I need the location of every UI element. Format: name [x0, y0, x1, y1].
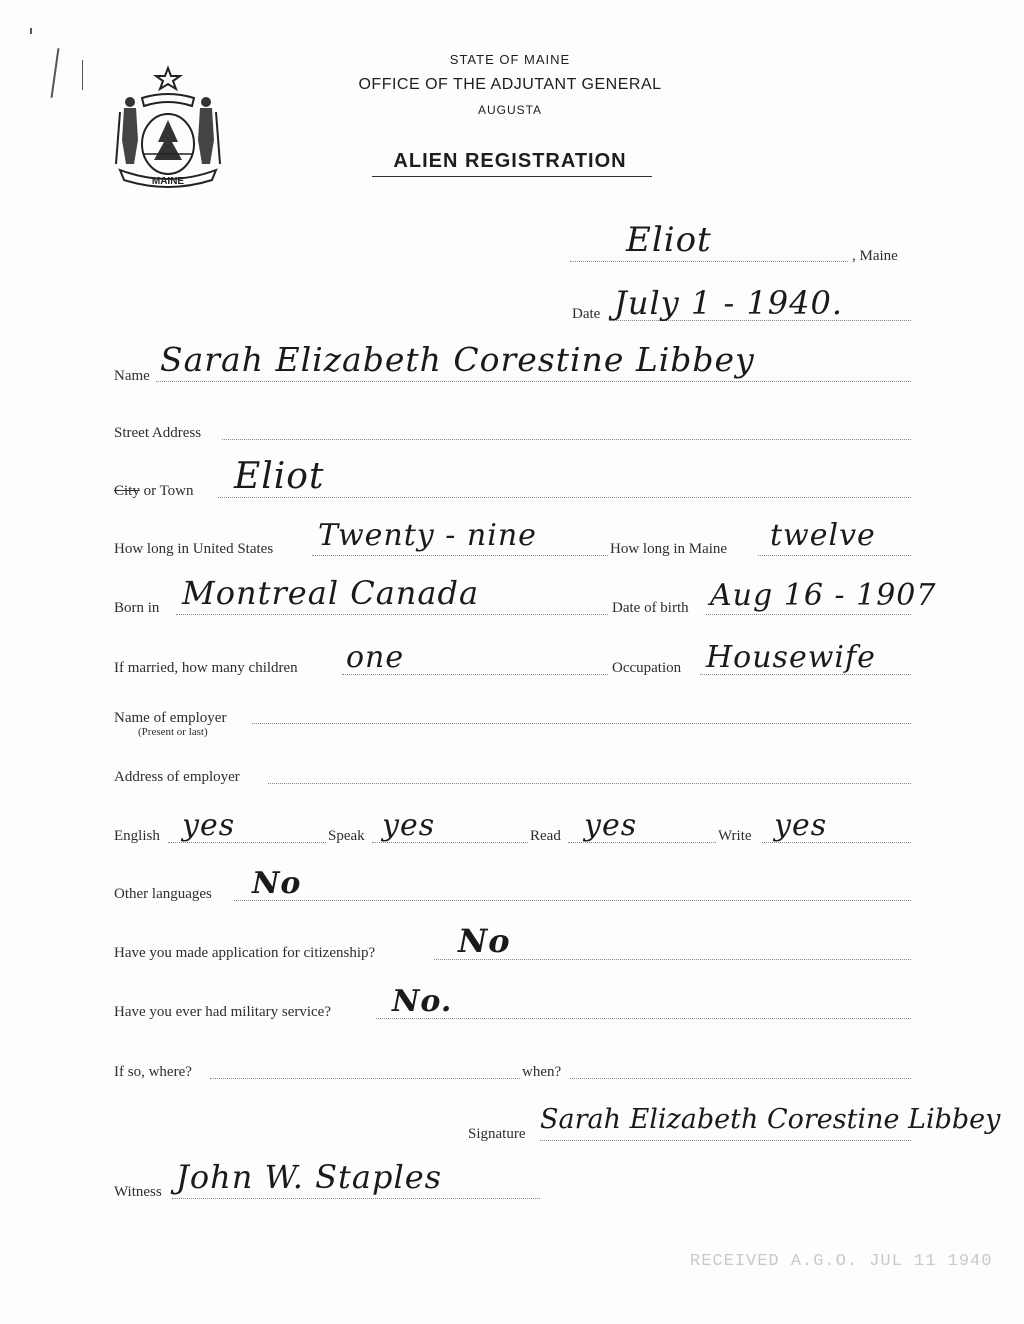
children-value: one	[346, 640, 405, 675]
name-label: Name	[114, 368, 150, 384]
military-label: Have you ever had military service?	[114, 1004, 331, 1020]
english-label: English	[114, 828, 160, 844]
signature-label: Signature	[468, 1126, 526, 1142]
date-label: Date	[572, 306, 601, 322]
other-languages-value: No	[252, 866, 302, 901]
city-line	[218, 497, 911, 498]
other-languages-line	[234, 900, 911, 901]
other-languages-label: Other languages	[114, 886, 212, 902]
occupation-label: Occupation	[612, 660, 682, 676]
citizenship-label: Have you made application for citizenship?	[114, 945, 376, 961]
born-in-value: Montreal Canada	[182, 574, 480, 612]
witness-line	[172, 1198, 540, 1199]
write-label: Write	[718, 828, 752, 844]
name-line	[156, 381, 911, 382]
employer-address-line	[268, 783, 911, 784]
header-state: STATE OF MAINE	[449, 52, 571, 67]
when-label: when?	[522, 1064, 562, 1080]
city-label-rest: or Town	[139, 483, 194, 499]
if-so-where-label: If so, where?	[114, 1064, 192, 1080]
received-stamp: RECEIVED A.G.O. JUL 11 1940	[690, 1252, 993, 1271]
header-city: AUGUSTA	[477, 103, 543, 117]
signature-value: Sarah Elizabeth Corestine Libbey	[540, 1104, 1001, 1135]
born-in-label: Born in	[114, 600, 160, 616]
witness-label: Witness	[114, 1184, 162, 1200]
date-value: July 1 - 1940.	[614, 284, 844, 322]
employer-address-label: Address of employer	[114, 769, 240, 785]
how-long-us-value: Twenty - nine	[318, 518, 537, 553]
read-value: yes	[584, 808, 638, 843]
how-long-us-label: How long in United States	[114, 541, 274, 557]
city-struck-word: City	[114, 483, 140, 499]
military-line	[376, 1018, 911, 1019]
city-value: Eliot	[234, 456, 325, 497]
speak-label: Speak	[328, 828, 365, 844]
street-address-label: Street Address	[114, 425, 202, 441]
witness-value: John W. Staples	[176, 1158, 443, 1196]
employer-line	[252, 723, 911, 724]
occupation-value: Housewife	[706, 640, 876, 675]
read-label: Read	[530, 828, 561, 844]
citizenship-value: No	[458, 922, 511, 960]
maine-state-seal	[112, 64, 224, 190]
city-label	[114, 483, 194, 500]
signature-line	[540, 1140, 911, 1141]
margin-mark	[82, 60, 83, 90]
title-underline	[372, 176, 652, 177]
born-in-line	[176, 614, 608, 615]
speak-value: yes	[382, 808, 436, 843]
street-address-line	[222, 439, 911, 440]
margin-mark	[30, 28, 32, 34]
military-value: No.	[392, 984, 453, 1019]
location-line	[570, 261, 848, 262]
form-title: ALIEN REGISTRATION	[393, 150, 627, 172]
how-long-maine-line	[758, 555, 911, 556]
name-value: Sarah Elizabeth Corestine Libbey	[160, 340, 755, 379]
if-so-where-line	[210, 1078, 520, 1079]
how-long-maine-label: How long in Maine	[610, 541, 728, 557]
when-line	[570, 1078, 911, 1079]
margin-mark	[51, 48, 60, 98]
english-value: yes	[182, 808, 236, 843]
employer-sublabel: (Present or last)	[138, 726, 208, 738]
how-long-us-line	[312, 555, 608, 556]
date-of-birth-line	[706, 614, 911, 615]
how-long-maine-value: twelve	[770, 518, 876, 553]
header-office: OFFICE OF THE ADJUTANT GENERAL	[358, 76, 662, 93]
date-of-birth-value: Aug 16 - 1907	[710, 578, 937, 613]
date-of-birth-label: Date of birth	[612, 600, 689, 616]
seal-graphic	[112, 64, 224, 190]
write-value: yes	[774, 808, 828, 843]
children-label: If married, how many children	[114, 660, 298, 676]
seal-banner-text: MAINE	[151, 176, 185, 187]
employer-label: Name of employer	[114, 710, 227, 726]
location-suffix: , Maine	[852, 248, 898, 264]
location-value: Eliot	[626, 220, 712, 260]
